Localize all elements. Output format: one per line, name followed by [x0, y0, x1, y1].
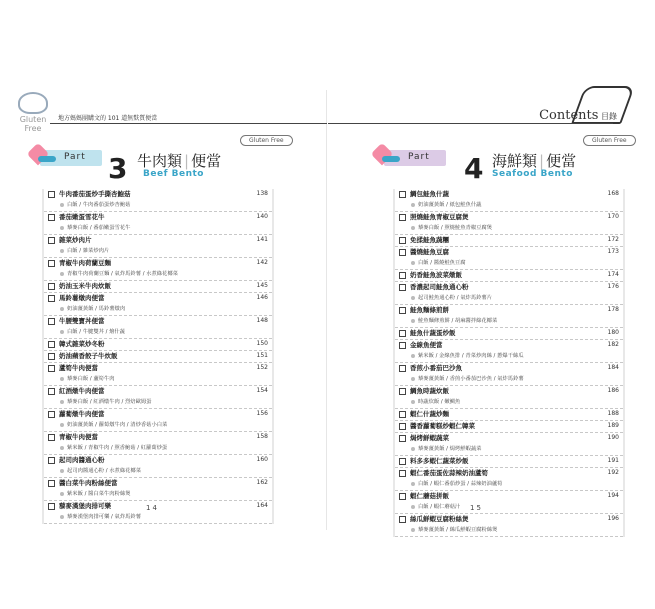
toc-subtitle — [411, 479, 502, 489]
toc-title: 香濃起司鮭魚通心粉 — [410, 283, 469, 291]
toc-subtitle — [411, 502, 460, 512]
toc-page: 151 — [256, 352, 268, 359]
toc-row[interactable] — [44, 363, 272, 386]
toc-subtitle-text: 奶油薑黃飯 / 蘿蔔燉牛肉 / 清炒香菇小白菜 — [67, 422, 168, 428]
bullet-icon — [411, 400, 415, 404]
toc-page: 138 — [256, 190, 268, 197]
toc-title: 鯛魚時蔬炊飯 — [410, 387, 449, 395]
toc-page: 178 — [607, 306, 619, 313]
toc-subtitle-text: 青椒牛肉荷蘭豆麵 / 氣炸馬鈴薯 / 水煮綠花椰菜 — [67, 271, 178, 277]
toc-row[interactable] — [44, 316, 272, 339]
checkbox-icon[interactable] — [399, 365, 406, 372]
checkbox-icon[interactable] — [48, 411, 55, 418]
toc-row[interactable] — [395, 340, 623, 363]
category-zh: 牛肉類 — [137, 152, 183, 170]
toc-subtitle-text: 白飯 / 蝦仁番茄炒蛋 / 蒜辣奶油蘆筍 — [418, 481, 503, 487]
toc-page: 172 — [607, 236, 619, 243]
contents-zh: 目錄 — [601, 112, 617, 121]
toc-page: 160 — [256, 456, 268, 463]
toc-subtitle — [60, 374, 115, 384]
contents-header — [539, 108, 617, 123]
checkbox-icon[interactable] — [48, 365, 55, 372]
toc-subtitle — [60, 443, 167, 453]
toc-subtitle-text: 藜麥白飯 / 照燒鮭魚青椒豆腐煲 — [418, 225, 493, 231]
category-en: Beef Bento — [143, 169, 204, 179]
gluten-free-badge: Gluten Free — [240, 135, 293, 146]
toc-subtitle-text: 白飯 / 牛肉番茄蛋炒杏鮑菇 — [67, 202, 131, 208]
toc-title: 牛肉番茄蛋炒手撕杏鮑菇 — [59, 190, 131, 198]
checkbox-icon[interactable] — [399, 249, 406, 256]
toc-list — [42, 189, 274, 524]
part-number: 3 — [108, 152, 128, 185]
toc-subtitle — [60, 512, 141, 522]
checkbox-icon[interactable] — [399, 435, 406, 442]
bullet-icon — [411, 226, 415, 230]
toc-row[interactable] — [395, 468, 623, 491]
bullet-icon — [60, 423, 64, 427]
part-label: Part — [64, 152, 86, 162]
toc-page: 194 — [607, 492, 619, 499]
toc-page: 170 — [607, 213, 619, 220]
toc-page: 176 — [607, 283, 619, 290]
toc-row[interactable] — [395, 514, 623, 537]
toc-subtitle — [60, 223, 130, 233]
category-en: Seafood Bento — [492, 169, 573, 179]
toc-title: 焗烤鮮蝦蔬菜 — [410, 434, 449, 442]
toc-row[interactable] — [44, 478, 272, 501]
checkbox-icon[interactable] — [399, 284, 406, 291]
bullet-icon — [411, 447, 415, 451]
toc-subtitle-text: 紫米飯 / 金線魚排 / 青菜炒肉絲 / 蔥爆干絲瓜 — [418, 353, 524, 359]
toc-title: 蝦仁蘑菇拼飯 — [410, 492, 449, 500]
bullet-icon — [60, 330, 64, 334]
toc-title: 起司肉醬通心粉 — [59, 456, 105, 464]
toc-subtitle — [60, 466, 141, 476]
bullet-icon — [60, 249, 64, 253]
toc-subtitle-text: 白飯 / 蝦仁蘑菇汁 — [418, 504, 461, 510]
checkbox-icon[interactable] — [48, 480, 55, 487]
toc-page: 164 — [256, 502, 268, 509]
bullet-icon — [60, 469, 64, 473]
toc-title: 奶香鮭魚波菜燉飯 — [410, 271, 462, 279]
toc-title: 牛腰雙寶丼便當 — [59, 317, 105, 325]
toc-row[interactable] — [395, 433, 623, 456]
toc-subtitle-text: 奶油薑黃飯 / 紙包鮭魚什蔬 — [418, 202, 482, 208]
toc-subtitle — [411, 223, 492, 233]
toc-page: 146 — [256, 294, 268, 301]
toc-subtitle-text: 紫米飯 / 醬白菜牛肉粉絲煲 — [67, 491, 131, 497]
toc-subtitle-text: 藜麥漢堡肉排可樂 / 氣炸馬鈴薯 — [67, 514, 142, 520]
bullet-icon — [60, 515, 64, 519]
toc-row[interactable] — [395, 328, 623, 340]
toc-title: 醬燒鮭魚豆腐 — [410, 248, 449, 256]
toc-page: 189 — [607, 422, 619, 429]
toc-page: 158 — [256, 433, 268, 440]
toc-subtitle-text: 藜麥白飯 / 蘆筍牛肉 — [67, 376, 115, 382]
left-page — [0, 0, 327, 609]
header-rule — [328, 123, 613, 124]
toc-page: 142 — [256, 259, 268, 266]
category-title: 牛肉類 | 便當 — [137, 152, 222, 170]
toc-subtitle-text: 藜麥薑黃飯 / 焗烤鮮蝦蔬菜 — [418, 446, 482, 452]
category-title: 海鮮類 | 便當 — [492, 152, 577, 170]
part-number: 4 — [464, 152, 484, 185]
toc-row[interactable] — [395, 409, 623, 421]
checkbox-icon[interactable] — [48, 214, 55, 221]
bullet-icon — [411, 261, 415, 265]
toc-subtitle — [411, 200, 481, 210]
gluten-free-logo — [18, 92, 48, 133]
toc-subtitle-text: 白飯 / 牛腱雙丼 / 燴什蔬 — [67, 329, 125, 335]
toc-subtitle — [60, 269, 178, 279]
toc-title: 蝦仁番茄蛋佐蒜辣奶油蘆筍 — [410, 469, 488, 477]
bullet-icon — [60, 272, 64, 276]
toc-title: 番茄嫩蛋雪花牛 — [59, 213, 105, 221]
toc-title: 照燒鮭魚青椒豆腐煲 — [410, 213, 469, 221]
toc-subtitle — [60, 489, 130, 499]
toc-subtitle — [60, 420, 167, 430]
category-zh2: 便當 — [546, 152, 577, 170]
bullet-icon — [60, 400, 64, 404]
bullet-icon — [411, 528, 415, 532]
category-zh: 海鮮類 — [492, 152, 538, 170]
contents-en: Contents — [539, 108, 599, 123]
toc-title: 蘿蔔燉牛肉便當 — [59, 410, 105, 418]
toc-subtitle-text: 藜麥薑黃飯 / 絲瓜鮮蝦豆腐粉絲煲 — [418, 527, 498, 533]
checkbox-icon[interactable] — [399, 272, 406, 279]
toc-row[interactable] — [44, 212, 272, 235]
toc-page: 140 — [256, 213, 268, 220]
toc-title: 醬白菜牛肉粉絲便當 — [59, 479, 118, 487]
toc-subtitle-text: 白飯 / 雜菜炒肉片 — [67, 248, 110, 254]
toc-page: 141 — [256, 236, 268, 243]
bullet-icon — [60, 377, 64, 381]
checkbox-icon[interactable] — [399, 307, 406, 314]
pencil-icon — [38, 156, 56, 162]
toc-title: 金線魚便當 — [410, 341, 443, 349]
toc-row[interactable] — [44, 293, 272, 316]
toc-page: 154 — [256, 387, 268, 394]
bullet-icon — [411, 319, 415, 323]
toc-row[interactable] — [395, 421, 623, 433]
toc-page: 196 — [607, 515, 619, 522]
toc-row[interactable] — [395, 212, 623, 235]
checkbox-icon[interactable] — [48, 260, 55, 267]
right-page — [328, 0, 655, 609]
toc-row[interactable] — [395, 247, 623, 270]
toc-page: 186 — [607, 387, 619, 394]
toc-page: 192 — [607, 469, 619, 476]
toc-row[interactable] — [395, 363, 623, 386]
toc-title: 紅酒燉牛肉便當 — [59, 387, 105, 395]
toc-subtitle — [411, 258, 466, 268]
toc-page: 148 — [256, 317, 268, 324]
checkbox-icon[interactable] — [399, 493, 406, 500]
bullet-icon — [411, 354, 415, 358]
toc-title: 鮭魚麵條煎餅 — [410, 306, 449, 314]
checkbox-icon[interactable] — [399, 342, 406, 349]
toc-title: 青椒牛肉荷蘭豆麵 — [59, 259, 111, 267]
bullet-icon — [60, 492, 64, 496]
toc-row[interactable] — [44, 351, 272, 363]
toc-title: 鯛包鮭魚什蔬 — [410, 190, 449, 198]
toc-row[interactable] — [44, 409, 272, 432]
toc-title: 奶油玉米牛肉炊飯 — [59, 282, 111, 290]
toc-row[interactable] — [395, 491, 623, 514]
toc-subtitle — [60, 200, 130, 210]
toc-title: 奶油蘋香餃子牛炊飯 — [59, 352, 118, 360]
checkbox-icon[interactable] — [48, 318, 55, 325]
toc-title: 醬香蘿蔔糕炒蝦仁韓菜 — [410, 422, 475, 430]
checkbox-icon[interactable] — [48, 503, 55, 510]
bullet-icon — [411, 296, 415, 300]
toc-row[interactable] — [44, 432, 272, 455]
checkbox-icon[interactable] — [399, 411, 406, 418]
checkbox-icon[interactable] — [399, 516, 406, 523]
toc-row[interactable] — [44, 386, 272, 409]
checkbox-icon[interactable] — [399, 458, 406, 465]
toc-subtitle — [411, 316, 497, 326]
checkbox-icon[interactable] — [399, 214, 406, 221]
checkbox-icon[interactable] — [48, 388, 55, 395]
toc-title: 鮭魚什蔬蛋炒飯 — [410, 329, 456, 337]
toc-row[interactable] — [44, 455, 272, 478]
toc-page: 182 — [607, 341, 619, 348]
checkbox-icon[interactable] — [48, 341, 55, 348]
toc-row[interactable] — [395, 235, 623, 247]
toc-page: 184 — [607, 364, 619, 371]
toc-row[interactable] — [395, 305, 623, 328]
toc-page: 162 — [256, 479, 268, 486]
toc-page: 180 — [607, 329, 619, 336]
toc-subtitle — [411, 444, 481, 454]
toc-title: 免揉鮭魚蔬糰 — [410, 236, 449, 244]
toc-subtitle — [411, 525, 497, 535]
toc-subtitle — [411, 293, 492, 303]
toc-page: 145 — [256, 282, 268, 289]
toc-row[interactable] — [395, 386, 623, 409]
toc-subtitle-text: 藜麥薑黃飯 / 香煎小番茄巴沙魚 / 氣炸馬鈴薯 — [418, 376, 524, 382]
toc-title: 香煎小番茄巴沙魚 — [410, 364, 462, 372]
toc-subtitle — [411, 351, 524, 361]
toc-row[interactable] — [395, 456, 623, 468]
bullet-icon — [411, 482, 415, 486]
bullet-icon — [411, 203, 415, 207]
page-number: 15 — [470, 504, 483, 512]
checkbox-icon[interactable] — [399, 423, 406, 430]
checkbox-icon[interactable] — [48, 283, 55, 290]
bullet-icon — [411, 377, 415, 381]
checkbox-icon[interactable] — [399, 191, 406, 198]
toc-subtitle — [60, 327, 125, 337]
toc-subtitle-text: 起司肉醬通心粉 / 水煮綠花椰菜 — [67, 468, 142, 474]
toc-row[interactable] — [44, 258, 272, 281]
toc-subtitle-text: 紫米飯 / 青椒牛肉 / 照香鮑菇 / 紅蘿蔔炒蛋 — [67, 445, 168, 451]
toc-page: 188 — [607, 410, 619, 417]
toc-row[interactable] — [44, 281, 272, 293]
toc-title: 雜菜炒肉片 — [59, 236, 92, 244]
toc-row[interactable] — [44, 339, 272, 351]
pencil-icon — [382, 156, 400, 162]
checkbox-icon[interactable] — [399, 330, 406, 337]
toc-row[interactable] — [395, 282, 623, 305]
logo-text: Gluten Free — [19, 115, 47, 133]
checkbox-icon[interactable] — [48, 353, 55, 360]
toc-page: 156 — [256, 410, 268, 417]
toc-title: 蝦仁什蔬炒麵 — [410, 410, 449, 418]
bullet-icon — [60, 226, 64, 230]
checkbox-icon[interactable] — [399, 470, 406, 477]
toc-subtitle-text: 藜麥白飯 / 番茄嫩蛋雪花牛 — [67, 225, 131, 231]
logo-icon — [18, 92, 48, 114]
toc-title: 青椒牛肉便當 — [59, 433, 98, 441]
toc-page: 152 — [256, 364, 268, 371]
toc-page: 190 — [607, 434, 619, 441]
bullet-icon — [60, 446, 64, 450]
toc-subtitle — [60, 397, 151, 407]
bullet-icon — [60, 307, 64, 311]
header-rule — [50, 123, 327, 124]
toc-title: 韓式雜菜炒冬粉 — [59, 340, 105, 348]
toc-title: 藜麥漢堡肉排可樂 — [59, 502, 111, 510]
toc-page: 150 — [256, 340, 268, 347]
toc-subtitle-text: 藜麥白飯 / 紅酒燉牛肉 / 烈焙歐姆蛋 — [67, 399, 152, 405]
toc-page: 174 — [607, 271, 619, 278]
toc-row[interactable] — [395, 270, 623, 282]
toc-title: 蘆筍牛肉便當 — [59, 364, 98, 372]
gluten-free-badge: Gluten Free — [583, 135, 636, 146]
toc-title: 絲瓜鮮蝦豆腐粉絲煲 — [410, 515, 469, 523]
checkbox-icon[interactable] — [48, 191, 55, 198]
checkbox-icon[interactable] — [399, 388, 406, 395]
toc-subtitle-text: 起司鮭魚通心粉 / 氣炸馬鈴薯片 — [418, 295, 493, 301]
checkbox-icon[interactable] — [48, 295, 55, 302]
toc-subtitle-text: 鮭魚麵條煎餅 / 胡麻醬拌綠花椰菜 — [418, 318, 498, 324]
toc-subtitle-text: 奶油薑黃飯 / 馬鈴薯燉肉 — [67, 306, 126, 312]
book-title: 地方媽媽團購文的 101 道無麩質便當 — [58, 115, 158, 122]
page-number: 14 — [146, 504, 159, 512]
toc-row[interactable] — [44, 235, 272, 258]
toc-page: 168 — [607, 190, 619, 197]
toc-list — [393, 189, 625, 537]
toc-row[interactable] — [44, 189, 272, 212]
toc-subtitle — [60, 246, 109, 256]
toc-subtitle-text: 白飯 / 醬燒鮭魚豆腐 — [418, 260, 466, 266]
checkbox-icon[interactable] — [399, 237, 406, 244]
toc-subtitle-text: 時蔬炊飯 / 嫩鯛魚 — [418, 399, 461, 405]
part-label: Part — [408, 152, 430, 162]
toc-subtitle — [411, 374, 524, 384]
toc-subtitle — [411, 397, 460, 407]
toc-page: 191 — [607, 457, 619, 464]
checkbox-icon[interactable] — [48, 237, 55, 244]
toc-title: 馬鈴薯燉肉便當 — [59, 294, 105, 302]
checkbox-icon[interactable] — [48, 434, 55, 441]
checkbox-icon[interactable] — [48, 457, 55, 464]
toc-page: 173 — [607, 248, 619, 255]
bullet-icon — [60, 203, 64, 207]
toc-subtitle — [60, 304, 125, 314]
toc-title: 料多多蝦仁蔬菜炒飯 — [410, 457, 469, 465]
toc-row[interactable] — [395, 189, 623, 212]
bullet-icon — [411, 505, 415, 509]
category-zh2: 便當 — [191, 152, 222, 170]
